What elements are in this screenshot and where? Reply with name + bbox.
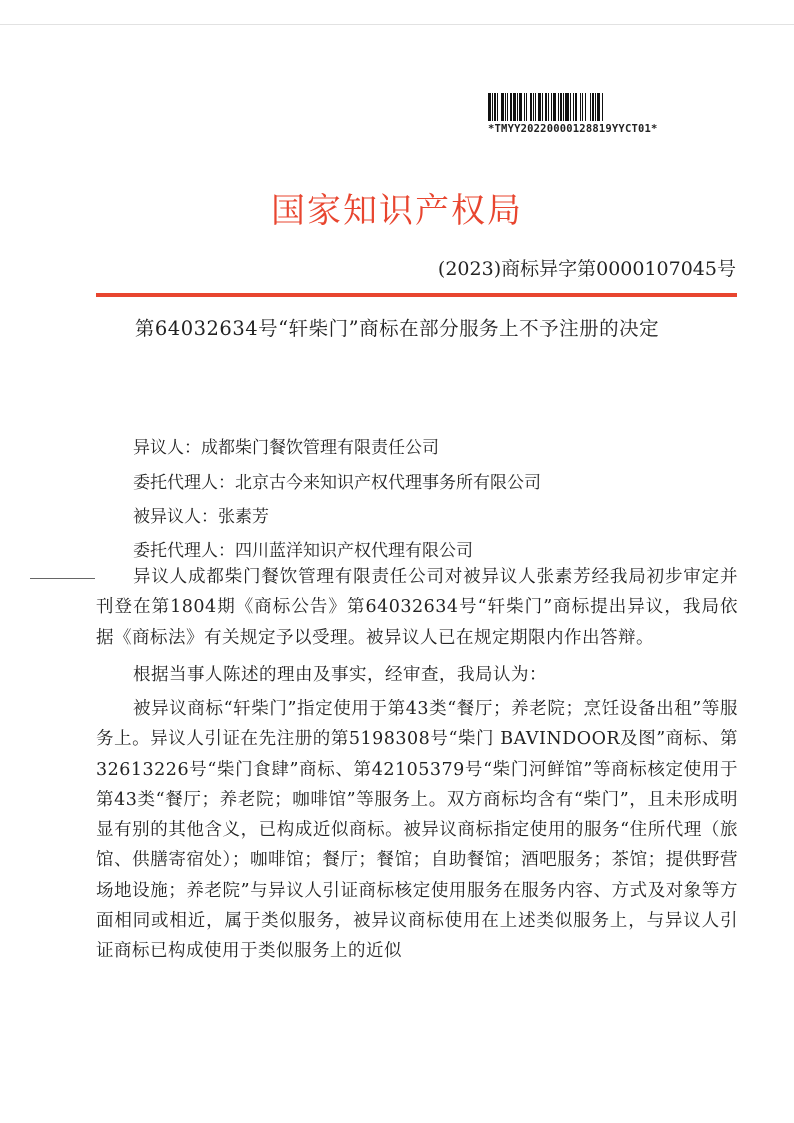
party-value: 四川蓝洋知识产权代理有限公司 [235,541,473,561]
barcode-image [488,93,738,121]
agency-name: 国家知识产权局 [271,191,523,231]
party-value: 成都柴门餐饮管理有限责任公司 [201,438,439,458]
body-paragraph: 被异议商标“轩柴门”指定使用于第43类“餐厅；养老院；烹饪设备出租”等服务上。异议人引证在先注册的第5198308号“柴门 BAVINDOOR及图”商标、第32613226号“柴门食肆”商标、第42105379号“柴门河鲜馆”等商标核定使用于第43类“餐厅；养老院；咖啡馆”等服务上。双方商标均含有“柴门”，且未形成明显有别的其他含义，已构成近似商标。被异议商标指定使用的服务“住所代理（旅馆、供膳寄宿处）；咖啡馆；餐厅；餐馆；自助餐馆；酒吧服务；茶馆；提供野营场地设施；养老院”与异议人引证商标核定使用服务在服务内容、方式及对象等方面相同或相近，属于类似服务，被异议商标使用在上述类似服务上，与异议人引证商标已构成使用于类似服务上的近似 [96,699,738,962]
header-divider [96,293,737,297]
body-paragraph: 异议人成都柴门餐饮管理有限责任公司对被异议人张素芳经我局初步审定并刊登在第1804期《商标公告》第64032634号“轩柴门”商标提出异议，我局依据《商标法》有关规定予以受理。被异议人已在规定期限内作出答辩。 [96,567,738,648]
party-respondent [133,502,269,527]
document-number: (2023)商标异字第0000107045号 [437,258,736,280]
party-role-label: 异议人： [133,438,201,458]
party-respondent-agent [133,536,473,561]
scan-edge-line [0,24,794,25]
scan-mark [30,578,95,579]
party-role-label: 委托代理人： [133,541,235,561]
document-title: 第64032634号“轩柴门”商标在部分服务上不予注册的决定 [134,317,660,340]
barcode-block [488,93,738,135]
party-opponent [133,433,439,458]
party-role-label: 委托代理人： [133,473,235,493]
party-role-label: 被异议人： [133,507,218,527]
barcode-text: *TMYY20220000128819YYCT01* [488,123,658,135]
party-opponent-agent [133,468,541,493]
barcode-gap [603,93,604,121]
party-value: 北京古今来知识产权代理事务所有限公司 [235,473,541,493]
party-value: 张素芳 [218,507,269,527]
body-paragraph: 根据当事人陈述的理由及事实，经审查，我局认为： [133,665,547,685]
